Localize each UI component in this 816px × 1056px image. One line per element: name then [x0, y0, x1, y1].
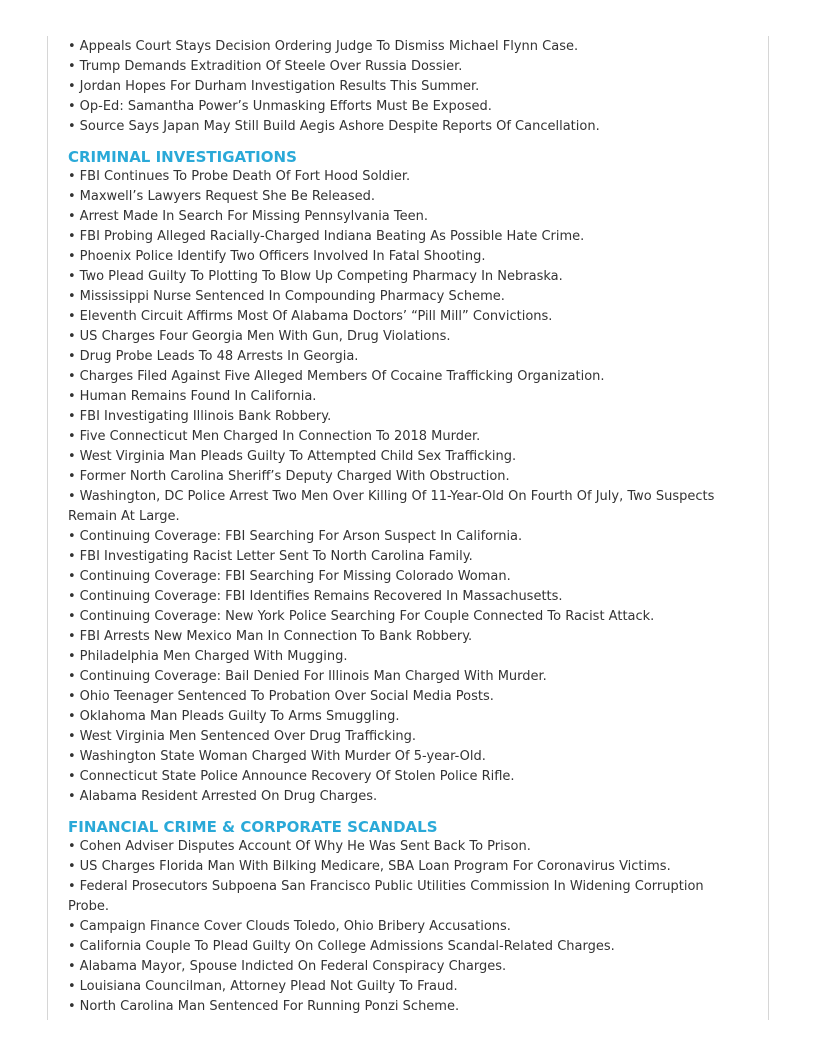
bullet-icon: •	[68, 529, 76, 544]
news-item	[68, 707, 748, 727]
news-item-text: Connecticut State Police Announce Recovery Of Stolen Police Rifle.	[79, 769, 515, 784]
news-item-text: North Carolina Man Sentenced For Running Ponzi Scheme.	[79, 999, 460, 1014]
bullet-icon: •	[68, 99, 76, 114]
news-item	[68, 547, 748, 567]
right-border-line	[768, 36, 769, 1020]
bullet-icon: •	[68, 229, 76, 244]
news-item	[68, 247, 748, 267]
news-item-text: West Virginia Man Pleads Guilty To Attempted Child Sex Trafficking.	[79, 449, 517, 464]
bullet-icon: •	[68, 629, 76, 644]
bullet-icon: •	[68, 169, 76, 184]
news-item	[68, 287, 748, 307]
news-item	[68, 627, 748, 647]
bullet-icon: •	[68, 589, 76, 604]
news-item-text: Op-Ed: Samantha Power’s Unmasking Efforts Must Be Exposed.	[79, 99, 492, 114]
news-item	[68, 747, 748, 767]
news-item-text: Philadelphia Men Charged With Mugging.	[79, 649, 348, 664]
bullet-icon: •	[68, 309, 76, 324]
bullet-icon: •	[68, 249, 76, 264]
news-item-text: Ohio Teenager Sentenced To Probation Over Social Media Posts.	[79, 689, 494, 704]
news-item-text: Mississippi Nurse Sentenced In Compounding Pharmacy Scheme.	[79, 289, 505, 304]
news-item-text: Federal Prosecutors Subpoena San Francisco Public Utilities Commission In Widening Corruption Probe.	[68, 879, 704, 914]
news-item-text: Washington State Woman Charged With Murder Of 5-year-Old.	[79, 749, 486, 764]
news-item	[68, 527, 748, 547]
bullet-icon: •	[68, 79, 76, 94]
news-item	[68, 307, 748, 327]
bullet-icon: •	[68, 119, 76, 134]
news-item	[68, 767, 748, 787]
news-section	[68, 147, 748, 807]
news-item-text: Trump Demands Extradition Of Steele Over Russia Dossier.	[79, 59, 463, 74]
news-item	[68, 117, 748, 137]
bullet-icon: •	[68, 549, 76, 564]
bullet-icon: •	[68, 689, 76, 704]
section-heading: FINANCIAL CRIME & CORPORATE SCANDALS	[68, 818, 438, 836]
news-item-text: Continuing Coverage: FBI Searching For Arson Suspect In California.	[79, 529, 523, 544]
bullet-icon: •	[68, 39, 76, 54]
section-heading: CRIMINAL INVESTIGATIONS	[68, 148, 297, 166]
bullet-icon: •	[68, 939, 76, 954]
news-item	[68, 647, 748, 667]
bullet-icon: •	[68, 349, 76, 364]
news-item	[68, 917, 748, 937]
news-item-text: Eleventh Circuit Affirms Most Of Alabama Doctors’ “Pill Mill” Convictions.	[79, 309, 553, 324]
news-item-text: Continuing Coverage: FBI Identifies Remains Recovered In Massachusetts.	[79, 589, 563, 604]
news-item	[68, 937, 748, 957]
bullet-icon: •	[68, 189, 76, 204]
bullet-icon: •	[68, 749, 76, 764]
news-item-text: Maxwell’s Lawyers Request She Be Released.	[79, 189, 376, 204]
news-item-text: West Virginia Men Sentenced Over Drug Trafficking.	[79, 729, 417, 744]
news-item-text: Source Says Japan May Still Build Aegis Ashore Despite Reports Of Cancellation.	[79, 119, 600, 134]
news-item-text: Human Remains Found In California.	[79, 389, 317, 404]
news-item-text: Louisiana Councilman, Attorney Plead Not Guilty To Fraud.	[79, 979, 458, 994]
bullet-icon: •	[68, 609, 76, 624]
news-item-text: Continuing Coverage: Bail Denied For Illinois Man Charged With Murder.	[79, 669, 547, 684]
news-item-text: Two Plead Guilty To Plotting To Blow Up Competing Pharmacy In Nebraska.	[79, 269, 563, 284]
bullet-icon: •	[68, 769, 76, 784]
news-item-text: Jordan Hopes For Durham Investigation Results This Summer.	[79, 79, 480, 94]
news-item	[68, 427, 748, 447]
news-item-text: Washington, DC Police Arrest Two Men Over Killing Of 11-Year-Old On Fourth Of July, Two Suspects Remain At Large.	[68, 489, 715, 524]
news-item	[68, 407, 748, 427]
news-item	[68, 957, 748, 977]
news-item-text: Oklahoma Man Pleads Guilty To Arms Smuggling.	[79, 709, 400, 724]
news-item	[68, 977, 748, 997]
news-item-text: Five Connecticut Men Charged In Connection To 2018 Murder.	[79, 429, 481, 444]
bullet-icon: •	[68, 669, 76, 684]
bullet-icon: •	[68, 289, 76, 304]
news-section	[68, 817, 748, 1017]
news-item-text: FBI Arrests New Mexico Man In Connection To Bank Robbery.	[79, 629, 473, 644]
news-briefing-content	[68, 37, 748, 1017]
news-item	[68, 267, 748, 287]
bullet-icon: •	[68, 369, 76, 384]
bullet-icon: •	[68, 469, 76, 484]
news-item-text: California Couple To Plead Guilty On College Admissions Scandal-Related Charges.	[79, 939, 615, 954]
news-item	[68, 447, 748, 467]
bullet-icon: •	[68, 409, 76, 424]
news-item	[68, 997, 748, 1017]
bullet-icon: •	[68, 729, 76, 744]
news-item	[68, 487, 748, 527]
bullet-icon: •	[68, 59, 76, 74]
left-border-line	[47, 36, 48, 1020]
bullet-icon: •	[68, 859, 76, 874]
bullet-icon: •	[68, 269, 76, 284]
news-item-text: Charges Filed Against Five Alleged Members Of Cocaine Trafficking Organization.	[79, 369, 605, 384]
news-item	[68, 227, 748, 247]
news-item-text: Former North Carolina Sheriff’s Deputy Charged With Obstruction.	[79, 469, 510, 484]
news-item	[68, 787, 748, 807]
news-item	[68, 667, 748, 687]
bullet-icon: •	[68, 709, 76, 724]
news-item-text: FBI Continues To Probe Death Of Fort Hood Soldier.	[79, 169, 411, 184]
news-item-text: FBI Probing Alleged Racially-Charged Indiana Beating As Possible Hate Crime.	[79, 229, 585, 244]
bullet-icon: •	[68, 209, 76, 224]
news-item	[68, 187, 748, 207]
news-item	[68, 37, 748, 57]
news-item-text: US Charges Four Georgia Men With Gun, Drug Violations.	[79, 329, 451, 344]
news-item-text: Alabama Mayor, Spouse Indicted On Federal Conspiracy Charges.	[79, 959, 507, 974]
news-item-text: Campaign Finance Cover Clouds Toledo, Ohio Bribery Accusations.	[79, 919, 511, 934]
news-item-text: Continuing Coverage: FBI Searching For Missing Colorado Woman.	[79, 569, 511, 584]
news-item-text: Phoenix Police Identify Two Officers Involved In Fatal Shooting.	[79, 249, 486, 264]
news-sections	[68, 147, 748, 1017]
news-item	[68, 367, 748, 387]
news-item	[68, 207, 748, 227]
news-item	[68, 167, 748, 187]
bullet-icon: •	[68, 489, 76, 504]
bullet-icon: •	[68, 919, 76, 934]
news-item	[68, 837, 748, 857]
bullet-icon: •	[68, 649, 76, 664]
bullet-icon: •	[68, 329, 76, 344]
top-news-list	[68, 37, 748, 137]
news-item	[68, 607, 748, 627]
news-item	[68, 467, 748, 487]
news-item	[68, 347, 748, 367]
news-item	[68, 877, 748, 917]
bullet-icon: •	[68, 789, 76, 804]
news-item	[68, 587, 748, 607]
news-item-text: Arrest Made In Search For Missing Pennsylvania Teen.	[79, 209, 428, 224]
news-item-text: US Charges Florida Man With Bilking Medicare, SBA Loan Program For Coronavirus Victims.	[79, 859, 671, 874]
news-item-text: FBI Investigating Racist Letter Sent To North Carolina Family.	[79, 549, 473, 564]
bullet-icon: •	[68, 449, 76, 464]
news-item-text: FBI Investigating Illinois Bank Robbery.	[79, 409, 332, 424]
news-item-text: Appeals Court Stays Decision Ordering Judge To Dismiss Michael Flynn Case.	[79, 39, 579, 54]
bullet-icon: •	[68, 959, 76, 974]
news-item	[68, 687, 748, 707]
news-item	[68, 567, 748, 587]
bullet-icon: •	[68, 569, 76, 584]
news-item	[68, 387, 748, 407]
bullet-icon: •	[68, 389, 76, 404]
news-item	[68, 857, 748, 877]
bullet-icon: •	[68, 979, 76, 994]
news-item	[68, 77, 748, 97]
bullet-icon: •	[68, 879, 76, 894]
news-item-text: Alabama Resident Arrested On Drug Charges.	[79, 789, 378, 804]
news-item	[68, 97, 748, 117]
news-item	[68, 57, 748, 77]
news-item-text: Drug Probe Leads To 48 Arrests In Georgia.	[79, 349, 359, 364]
news-item-text: Cohen Adviser Disputes Account Of Why He Was Sent Back To Prison.	[79, 839, 531, 854]
bullet-icon: •	[68, 999, 76, 1014]
bullet-icon: •	[68, 839, 76, 854]
news-item	[68, 327, 748, 347]
bullet-icon: •	[68, 429, 76, 444]
news-item	[68, 727, 748, 747]
news-item-text: Continuing Coverage: New York Police Searching For Couple Connected To Racist Attack.	[79, 609, 655, 624]
